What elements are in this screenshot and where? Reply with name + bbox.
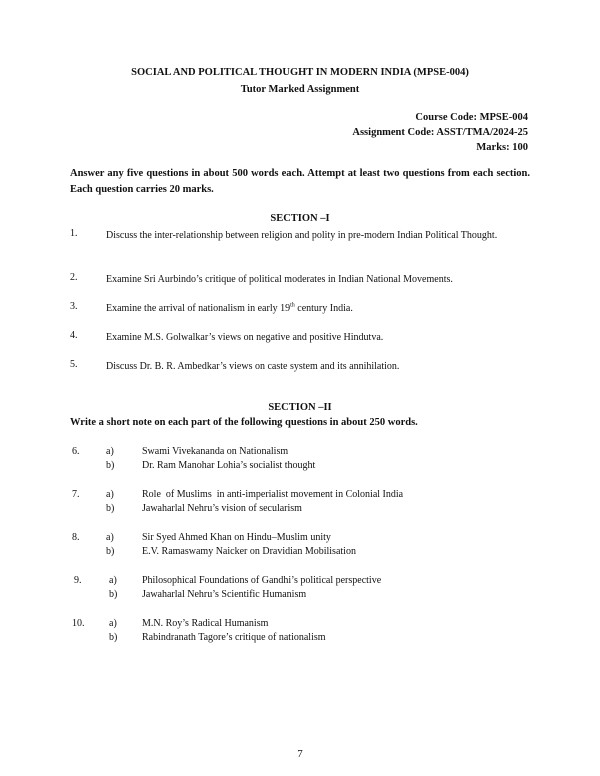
section-1-heading: SECTION –I: [270, 213, 330, 224]
question-text: Examine M.S. Golwalkar’s views on negative and positive Hindutva.: [106, 332, 384, 343]
part-text: Philosophical Foundations of Gandhi’s political perspective: [142, 575, 382, 586]
question-number: 3.: [70, 301, 78, 312]
section-2-instruction: Write a short note on each part of the following questions in about 250 words.: [70, 417, 418, 428]
question-number: 7.: [72, 489, 80, 500]
part-label: b): [106, 460, 115, 471]
part-label: b): [109, 632, 118, 643]
part-label: a): [106, 532, 114, 543]
marks: Marks: 100: [476, 142, 528, 153]
question-number: 2.: [70, 272, 78, 283]
section-2-heading: SECTION –II: [268, 402, 332, 413]
question-text-part: century India.: [294, 303, 353, 314]
document-title: SOCIAL AND POLITICAL THOUGHT IN MODERN INDIA (MPSE-004): [131, 67, 469, 78]
part-label: a): [109, 575, 117, 586]
part-label: a): [106, 446, 114, 457]
document-subtitle: Tutor Marked Assignment: [240, 84, 360, 95]
question-number: 5.: [70, 359, 78, 370]
question-text: [106, 301, 513, 316]
part-text: Jawaharlal Nehru’s Scientific Humanism: [142, 589, 307, 600]
part-label: b): [109, 589, 118, 600]
part-text: Jawaharlal Nehru’s vision of secularism: [142, 503, 302, 514]
part-text: Role of Muslims in anti-imperialist movement in Colonial India: [142, 489, 404, 500]
part-label: a): [109, 618, 117, 629]
question-text: Discuss Dr. B. R. Ambedkar’s views on caste system and its annihilation.: [106, 361, 400, 372]
question-text-part: Examine the arrival of nationalism in early 19: [106, 303, 291, 314]
question-number: 9.: [74, 575, 82, 586]
assignment-code: Assignment Code: ASST/TMA/2024-25: [352, 127, 528, 138]
part-text: Swami Vivekananda on Nationalism: [142, 446, 289, 457]
part-label: a): [106, 489, 114, 500]
part-text: Sir Syed Ahmed Khan on Hindu–Muslim unity: [142, 532, 331, 543]
instructions: Answer any five questions in about 500 words each. Attempt at least two questions from each section. Each question carries 20 marks.: [70, 168, 530, 195]
question-number: 8.: [72, 532, 80, 543]
question-number: 1.: [70, 228, 78, 239]
part-text: Dr. Ram Manohar Lohia’s socialist thought: [142, 460, 316, 471]
question-text: Discuss the inter-relationship between religion and polity in pre-modern Indian Political Thought.: [106, 230, 498, 241]
part-text: E.V. Ramaswamy Naicker on Dravidian Mobilisation: [142, 546, 356, 557]
question-text: Examine Sri Aurbindo’s critique of political moderates in Indian National Movements.: [106, 274, 453, 285]
part-label: b): [106, 546, 115, 557]
part-text: Rabindranath Tagore’s critique of nationalism: [142, 632, 326, 643]
question-number: 6.: [72, 446, 80, 457]
superscript: th: [290, 302, 295, 309]
page-number: 7: [297, 748, 303, 760]
question-number: 10.: [72, 618, 85, 629]
question-number: 4.: [70, 330, 78, 341]
part-text: M.N. Roy’s Radical Humanism: [142, 618, 269, 629]
course-code: Course Code: MPSE-004: [415, 112, 528, 123]
part-label: b): [106, 503, 115, 514]
